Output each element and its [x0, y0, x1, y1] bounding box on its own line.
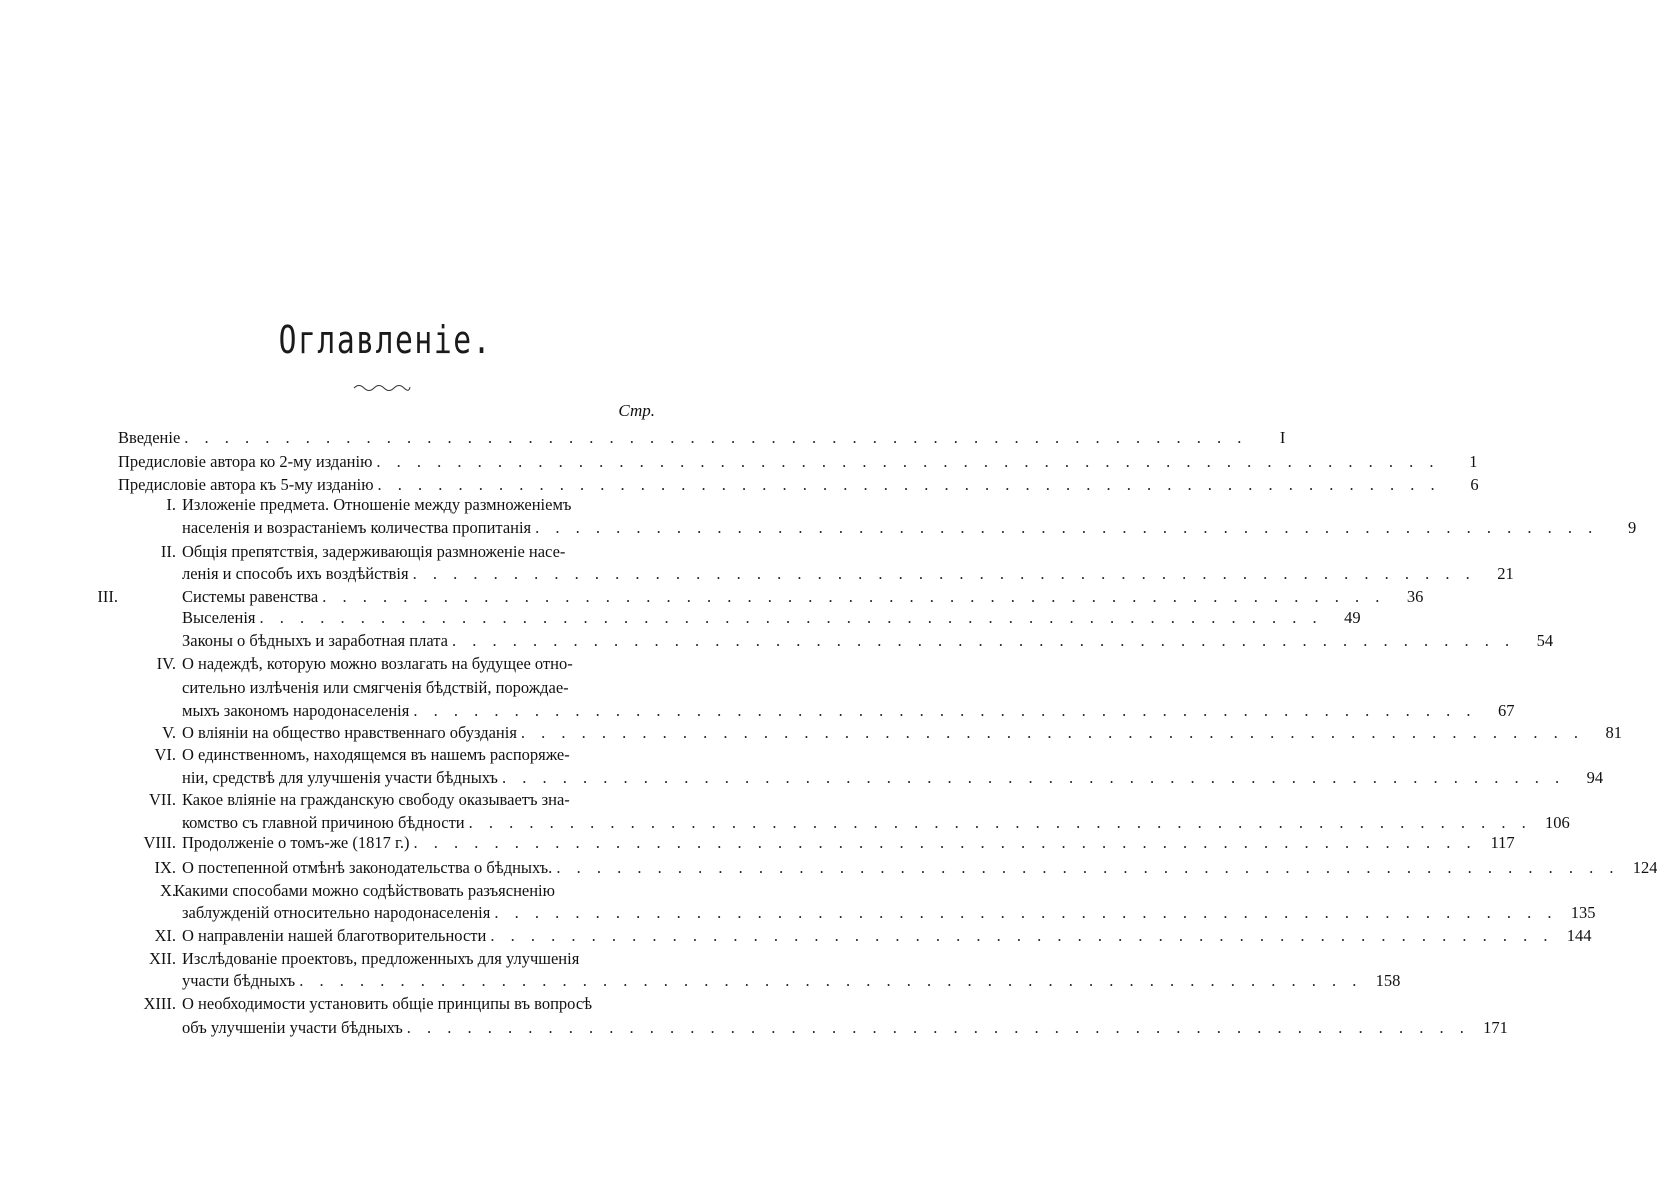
page-number: 117	[1490, 833, 1515, 852]
page-number: 9	[1628, 518, 1637, 537]
page-number: 106	[1545, 813, 1570, 832]
toc-entry	[174, 880, 655, 902]
toc-entry	[182, 789, 655, 811]
toc-row	[118, 925, 1592, 947]
toc-entry	[182, 767, 1604, 789]
entry-title: Общiя препятствiя, задерживающiя размноженiе насе-	[182, 542, 566, 561]
toc-entry	[182, 700, 1515, 722]
chapter-number: III.	[97, 587, 118, 606]
chapter-number: XIII.	[143, 994, 176, 1013]
toc-row	[118, 857, 1657, 879]
toc-entry	[182, 653, 655, 675]
toc-entry	[182, 1017, 1508, 1039]
toc-entry	[182, 517, 1637, 539]
toc-row	[118, 677, 655, 699]
dot-leader: . . . . . . . . . . . . . . . . . . . . . . . . . . . . . . . . . . . . . . . . . . . . . . . . . . . . .	[377, 475, 1441, 494]
entry-title: Предисловiе автора ко 2-му изданiю	[118, 452, 373, 471]
chapter-number: II.	[160, 542, 176, 561]
toc-row	[118, 832, 1515, 854]
page-number: 67	[1497, 701, 1515, 720]
page-number: 171	[1483, 1018, 1508, 1037]
dot-leader: . . . . . . . . . . . . . . . . . . . . . . . . . . . . . . . . . . . . . . . . . . . . . . . . . . . . .	[413, 833, 1477, 852]
page-number: 54	[1536, 631, 1554, 650]
dot-leader: . . . . . . . . . . . . . . . . . . . . . . . . . . . . . . . . . . . . . . . . . . . . . . . . . . . . .	[413, 701, 1477, 720]
dot-leader: . . . . . . . . . . . . . . . . . . . . . . . . . . . . . . . . . . . . . . . . . . . . . . . . . . . . .	[299, 971, 1363, 990]
page-number: 158	[1375, 971, 1401, 990]
toc-entry	[182, 563, 1514, 585]
chapter-number: VIII.	[143, 833, 176, 852]
toc-entry	[182, 902, 1596, 924]
page-number: 6	[1470, 475, 1479, 494]
entry-title: Какое влiянiе на гражданскую свободу оказываетъ зна-	[182, 790, 570, 809]
toc-row	[118, 789, 655, 811]
toc-row	[118, 1017, 1508, 1039]
chapter-number: IX.	[154, 858, 176, 877]
toc-row	[118, 451, 1478, 473]
page-number: 144	[1566, 926, 1592, 945]
entry-title: объ улучшенiи участи бѣдныхъ	[182, 1018, 403, 1037]
page-column-header: Стр.	[618, 401, 655, 420]
entry-title: О постепенной отмѣнѣ законодательства о бѣдныхъ.	[182, 858, 553, 877]
toc-row	[118, 744, 655, 766]
ornament-divider-icon	[352, 382, 412, 392]
entry-title: населенiя и возрастанiемъ количества пропитанiя	[182, 518, 532, 537]
toc-row	[118, 948, 655, 970]
chapter-number: IV.	[156, 654, 176, 673]
entry-title: комство съ главной причиною бѣдности	[182, 813, 465, 832]
toc-row	[118, 653, 655, 675]
chapter-number: VI.	[154, 745, 176, 764]
toc-row	[118, 880, 655, 902]
chapter-number: V.	[162, 723, 176, 742]
toc-entry	[182, 832, 1515, 854]
toc-entry	[118, 451, 1478, 473]
chapter-number: VII.	[148, 790, 176, 809]
entry-title: нiи, средствѣ для улучшенiя участи бѣдныхъ	[182, 768, 498, 787]
toc-entry	[182, 677, 655, 699]
toc-row	[97, 586, 1424, 608]
dot-leader: . . . . . . . . . . . . . . . . . . . . . . . . . . . . . . . . . . . . . . . . . . . . . . . . . . . . .	[406, 1018, 1470, 1037]
dot-leader: . . . . . . . . . . . . . . . . . . . . . . . . . . . . . . . . . . . . . . . . . . . . . . . . . . . . .	[184, 428, 1248, 447]
page-number: 124	[1632, 858, 1657, 877]
toc-row	[118, 970, 1401, 992]
toc-entry	[182, 993, 655, 1015]
toc-row	[118, 607, 1361, 629]
toc-row	[118, 767, 1604, 789]
dot-leader: . . . . . . . . . . . . . . . . . . . . . . . . . . . . . . . . . . . . . . . . . . . . . . . . . . . . .	[501, 768, 1566, 787]
page-number: 135	[1570, 903, 1596, 922]
entry-title: Выселенiя	[182, 608, 256, 627]
toc-entry	[182, 494, 655, 516]
entry-title: мыхъ закономъ народонаселенiя	[182, 701, 410, 720]
toc-row	[118, 993, 655, 1015]
toc-row	[118, 494, 655, 516]
dot-leader: . . . . . . . . . . . . . . . . . . . . . . . . . . . . . . . . . . . . . . . . . . . . . . . . . . . . .	[412, 564, 1476, 583]
dot-leader: . . . . . . . . . . . . . . . . . . . . . . . . . . . . . . . . . . . . . . . . . . . . . . . . . . . . .	[494, 903, 1558, 922]
toc-row	[118, 427, 1286, 449]
toc-entry	[182, 586, 1424, 608]
page-number: 1	[1469, 452, 1478, 471]
toc-entry	[182, 857, 1657, 879]
toc-entry	[182, 812, 1570, 834]
toc-row	[118, 812, 1570, 834]
chapter-number: I.	[166, 495, 176, 514]
dot-leader: . . . . . . . . . . . . . . . . . . . . . . . . . . . . . . . . . . . . . . . . . . . . . . . . . . . . .	[556, 858, 1620, 877]
toc-row	[118, 722, 1623, 744]
toc-entry	[182, 541, 655, 563]
page-number: 49	[1344, 608, 1361, 627]
entry-title: Изслѣдованiе проектовъ, предложенныхъ для улучшенiя	[182, 949, 580, 968]
dot-leader: . . . . . . . . . . . . . . . . . . . . . . . . . . . . . . . . . . . . . . . . . . . . . . . . . . . . .	[535, 518, 1599, 537]
toc-entry	[182, 630, 1554, 652]
page-number: I	[1279, 428, 1286, 447]
dot-leader: . . . . . . . . . . . . . . . . . . . . . . . . . . . . . . . . . . . . . . . . . . . . . . . . . . . . .	[259, 608, 1323, 627]
entry-title: О необходимости установить общiе принципы въ вопросѣ	[182, 994, 593, 1013]
toc-entry	[182, 925, 1592, 947]
toc-entry	[182, 948, 655, 970]
toc-entry	[182, 722, 1623, 744]
entry-title: Введенiе	[118, 428, 181, 447]
chapter-number: XII.	[148, 949, 176, 968]
toc-row	[118, 474, 1479, 496]
toc-entry	[182, 744, 655, 766]
toc-row	[118, 517, 1637, 539]
entry-title: Какими способами можно содѣйствовать разъясненiю	[174, 881, 555, 900]
toc-row	[118, 700, 1515, 722]
entry-title: ленiя и способъ ихъ воздѣйствiя	[182, 564, 409, 583]
chapter-number: X.	[159, 881, 176, 900]
dot-leader: . . . . . . . . . . . . . . . . . . . . . . . . . . . . . . . . . . . . . . . . . . . . . . . . . . . . .	[468, 813, 1532, 832]
dot-leader: . . . . . . . . . . . . . . . . . . . . . . . . . . . . . . . . . . . . . . . . . . . . . . . . . . . . .	[322, 587, 1386, 606]
dot-leader: . . . . . . . . . . . . . . . . . . . . . . . . . . . . . . . . . . . . . . . . . . . . . . . . . . . . .	[376, 452, 1440, 471]
page-title: Оглавленiе.	[278, 318, 493, 362]
entry-title: сительно излѣченiя или смягченiя бѣдствiй, порождае-	[182, 678, 569, 697]
toc-row	[118, 541, 655, 563]
chapter-number: XI.	[154, 926, 176, 945]
entry-title: Изложенiе предмета. Отношенiе между размноженiемъ	[182, 495, 572, 514]
entry-title: О направленiи нашей благотворительности	[182, 926, 487, 945]
toc-row	[118, 563, 1514, 585]
entry-title: Законы о бѣдныхъ и заработная плата	[182, 631, 448, 650]
page-number: 81	[1605, 723, 1623, 742]
toc-row	[118, 630, 1554, 652]
entry-title: О единственномъ, находящемся въ нашемъ распоряже-	[182, 745, 570, 764]
entry-title: Системы равенства	[182, 587, 319, 606]
toc-entry	[182, 970, 1401, 992]
toc-entry	[118, 474, 1479, 496]
dot-leader: . . . . . . . . . . . . . . . . . . . . . . . . . . . . . . . . . . . . . . . . . . . . . . . . . . . . .	[490, 926, 1554, 945]
dot-leader: . . . . . . . . . . . . . . . . . . . . . . . . . . . . . . . . . . . . . . . . . . . . . . . . . . . . .	[451, 631, 1516, 650]
toc-entry	[182, 607, 1361, 629]
toc-entry	[118, 427, 1286, 449]
page-number: 94	[1586, 768, 1604, 787]
entry-title: О надеждѣ, которую можно возлагать на будущее отно-	[182, 654, 573, 673]
dot-leader: . . . . . . . . . . . . . . . . . . . . . . . . . . . . . . . . . . . . . . . . . . . . . . . . . . . . .	[520, 723, 1585, 742]
page-number: 21	[1497, 564, 1514, 583]
entry-title: О влiянiи на общество нравственнаго обузданiя	[182, 723, 517, 742]
entry-title: Предисловiе автора къ 5-му изданiю	[118, 475, 374, 494]
entry-title: участи бѣдныхъ	[182, 971, 296, 990]
toc-row	[118, 902, 1596, 924]
entry-title: Продолженiе о томъ-же (1817 г.)	[182, 833, 410, 852]
entry-title: заблужденiй относительно народонаселенiя	[182, 903, 491, 922]
page-number: 36	[1406, 587, 1424, 606]
